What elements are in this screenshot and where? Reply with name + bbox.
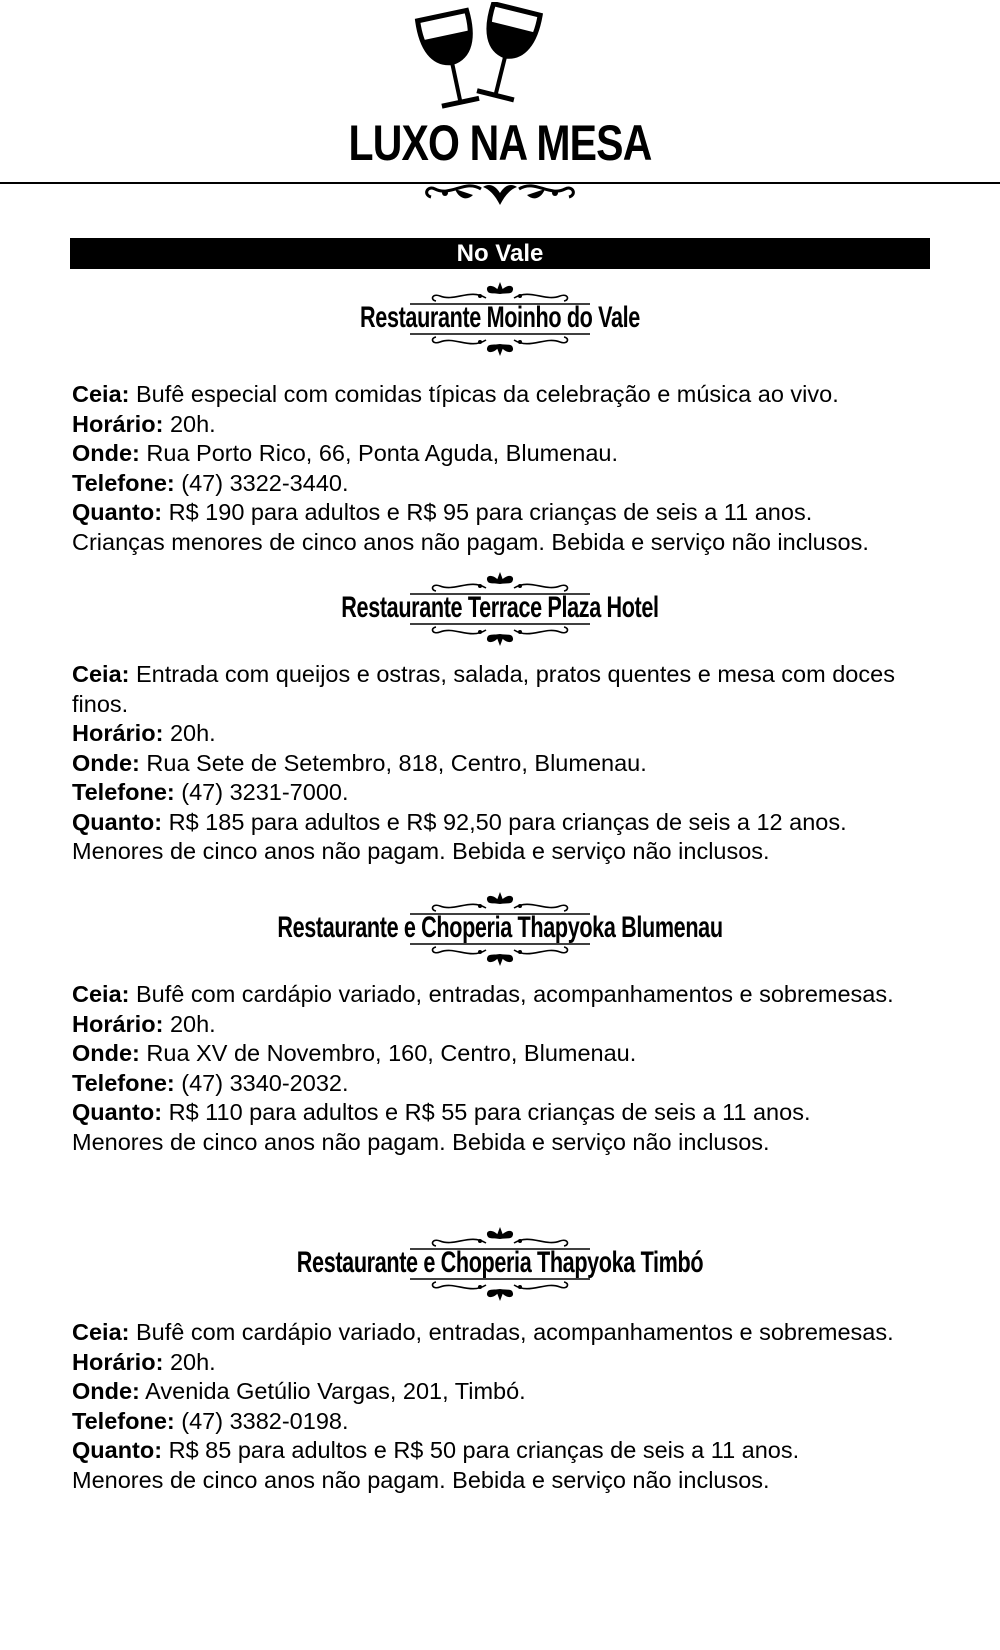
telefone-line: Telefone: (47) 3340-2032. bbox=[72, 1069, 349, 1096]
ornament-bottom-icon bbox=[400, 332, 600, 358]
restaurant-info bbox=[72, 380, 932, 557]
onde-line: Onde: Rua XV de Novembro, 160, Centro, Blumenau. bbox=[72, 1040, 637, 1066]
note-line: Crianças menores de cinco anos não pagam. Bebida e serviço não inclusos. bbox=[72, 528, 869, 555]
restaurant-heading bbox=[0, 280, 1000, 360]
restaurant-name: Restaurante Terrace Plaza Hotel bbox=[341, 591, 659, 624]
restaurant-heading bbox=[0, 1225, 1000, 1305]
restaurant-heading bbox=[0, 570, 1000, 650]
ceia-line: Ceia: Bufê com cardápio variado, entradas, acompanhamentos e sobremesas. bbox=[72, 981, 894, 1007]
wine-glasses-icon bbox=[405, 2, 555, 117]
ceia-line: Ceia: Bufê com cardápio variado, entradas, acompanhamentos e sobremesas. bbox=[72, 1319, 894, 1345]
ceia-line: Ceia: Bufê especial com comidas típicas da celebração e música ao vivo. bbox=[72, 381, 839, 407]
quanto-line: Quanto: R$ 190 para adultos e R$ 95 para crianças de seis a 11 anos. bbox=[72, 499, 813, 525]
ornament-bottom-icon bbox=[400, 622, 600, 648]
restaurant-name: Restaurante Moinho do Vale bbox=[360, 301, 640, 334]
telefone-line: Telefone: (47) 3382-0198. bbox=[72, 1407, 349, 1434]
quanto-line: Quanto: R$ 110 para adultos e R$ 55 para crianças de seis a 11 anos. bbox=[72, 1099, 811, 1125]
restaurant-info bbox=[72, 980, 932, 1157]
telefone-line: Telefone: (47) 3322-3440. bbox=[72, 469, 349, 496]
ornament-bottom-icon bbox=[400, 1277, 600, 1303]
restaurant-info bbox=[72, 1318, 932, 1495]
horario-line: Horário: 20h. bbox=[72, 1348, 216, 1375]
quanto-line: Quanto: R$ 185 para adultos e R$ 92,50 para crianças de seis a 12 anos. bbox=[72, 808, 847, 835]
onde-line: Onde: Rua Sete de Setembro, 818, Centro, Blumenau. bbox=[72, 749, 647, 776]
restaurant-heading bbox=[0, 890, 1000, 970]
horario-line: Horário: 20h. bbox=[72, 410, 216, 437]
masthead bbox=[0, 0, 1000, 215]
restaurant-info bbox=[72, 660, 932, 867]
onde-line: Onde: Avenida Getúlio Vargas, 201, Timbó. bbox=[72, 1378, 526, 1404]
restaurant-name: Restaurante e Choperia Thapyoka Blumenau bbox=[277, 911, 723, 944]
section-title: No Vale bbox=[70, 238, 930, 269]
horario-line: Horário: 20h. bbox=[72, 720, 216, 746]
ornament-bottom-icon bbox=[400, 942, 600, 968]
restaurant-name: Restaurante e Choperia Thapyoka Timbó bbox=[296, 1246, 704, 1279]
quanto-line: Quanto: R$ 85 para adultos e R$ 50 para crianças de seis a 11 anos. bbox=[72, 1437, 800, 1463]
horario-line: Horário: 20h. bbox=[72, 1010, 216, 1037]
ceia-line: Ceia: Entrada com queijos e ostras, salada, pratos quentes e mesa com doces finos. bbox=[72, 661, 895, 717]
note-line: Menores de cinco anos não pagam. Bebida e serviço não inclusos. bbox=[72, 1466, 770, 1493]
note-line: Menores de cinco anos não pagam. Bebida e serviço não inclusos. bbox=[72, 1128, 770, 1155]
brand-name: LUXO NA MESA bbox=[348, 115, 652, 171]
note-line: Menores de cinco anos não pagam. Bebida e serviço não inclusos. bbox=[72, 838, 770, 864]
onde-line: Onde: Rua Porto Rico, 66, Ponta Aguda, Blumenau. bbox=[72, 440, 619, 466]
telefone-line: Telefone: (47) 3231-7000. bbox=[72, 779, 349, 805]
flourish-ornament-icon bbox=[415, 175, 585, 209]
